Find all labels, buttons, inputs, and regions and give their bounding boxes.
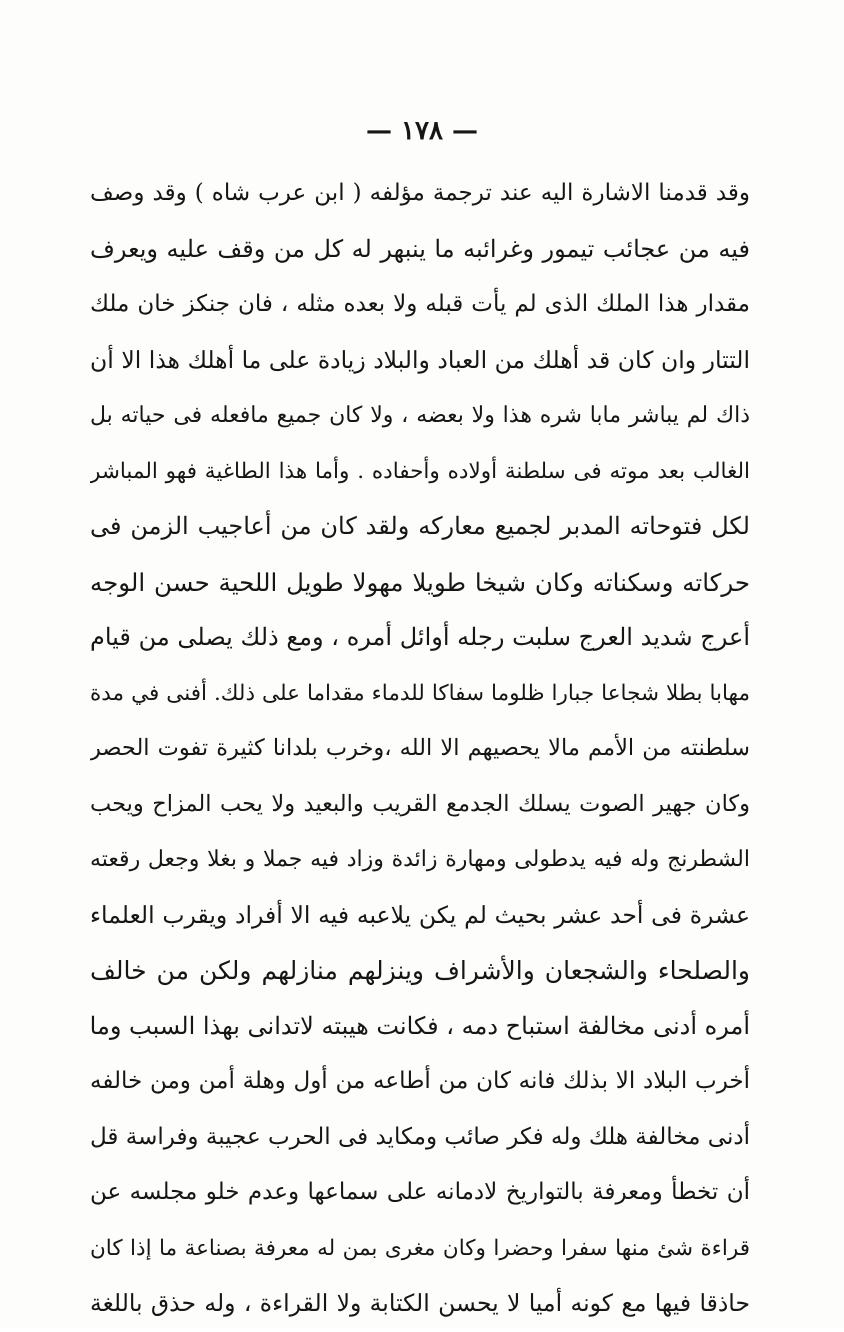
text-line: الشطرنج وله فيه يدطولى ومهارة زائدة وزاد فيه جملا و بغلا وجعل رقعته	[90, 847, 750, 872]
text-line: عشرة فى أحد عشر بحيث لم يكن يلاعبه فيه الا أفراد ويقرب العلماء	[90, 900, 750, 929]
text-line: لكل فتوحاته المدبر لجميع معاركه ولقد كان من أعاجيب الزمن فى	[90, 512, 750, 540]
text-line: ذاك لم يباشر مابا شره هذا ولا بعضه ، ولا كان جميع مافعله فى حياته بل	[90, 403, 750, 428]
text-line: التتار وان كان قد أهلك من العباد والبلاد زيادة على ما أهلك هذا الا أن	[90, 345, 750, 374]
text-line: أدنى مخالفة هلك وله فكر صائب ومكايد فى الحرب عجيبة وفراسة قل	[90, 1123, 750, 1150]
text-line: أمره أدنى مخالفة استباح دمه ، فكانت هيبته لاتدانى بهذا السبب وما	[90, 1011, 750, 1040]
text-line: حاذقا فيها مع كونه أميا لا يحسن الكتابة ولا القراءة ، وله حذق باللغة	[90, 1289, 750, 1317]
text-line: الغالب بعد موته فى سلطنة أولاده وأحفاده . وأما هذا الطاغية فهو المباشر	[90, 458, 750, 484]
text-line: مهابا بطلا شجاعا جبارا ظلوما سفاكا للدماء مقداما على ذلك. أفنى في مدة	[90, 680, 750, 706]
text-line: والصلحاء والشجعان والأشراف وينزلهم منازلهم ولكن من خالف	[90, 956, 750, 985]
page-text-body	[90, 166, 750, 1332]
text-line: مقدار هذا الملك الذى لم يأت قبله ولا بعده مثله ، فان جنكز خان ملك	[90, 291, 750, 317]
text-line: وقد قدمنا الاشارة اليه عند ترجمة مؤلفه ( ابن عرب شاه ) وقد وصف	[90, 180, 750, 206]
text-line: فيه من عجائب تيمور وغرائبه ما ينبهر له كل من وقف عليه ويعرف	[90, 234, 750, 263]
text-line: حركاته وسكناته وكان شيخا طويلا مهولا طويل اللحية حسن الوجه	[90, 567, 750, 597]
text-line: سلطنته من الأمم مالا يحصيهم الا الله ،وخرب بلدانا كثيرة تفوت الحصر	[90, 735, 750, 761]
text-line: أن تخطأ ومعرفة بالتواريخ لادمانه على سماعها وعدم خلو مجلسه عن	[90, 1179, 750, 1205]
text-line: أعرج شديد العرج سلبت رجله أوائل أمره ، ومع ذلك يصلى من قيام	[90, 623, 750, 651]
text-line: أخرب البلاد الا بذلك فانه كان من أطاعه من أول وهلة أمن ومن خالفه	[90, 1068, 750, 1094]
text-line: قراءة شئ منها سفرا وحضرا وكان مغرى بمن له معرفة بصناعة ما إذا كان	[90, 1235, 750, 1261]
page-number: — ١٧٨ —	[365, 116, 479, 146]
text-line: وكان جهير الصوت يسلك الجدمع القريب والبعيد ولا يحب المزاح ويحب	[90, 790, 750, 817]
